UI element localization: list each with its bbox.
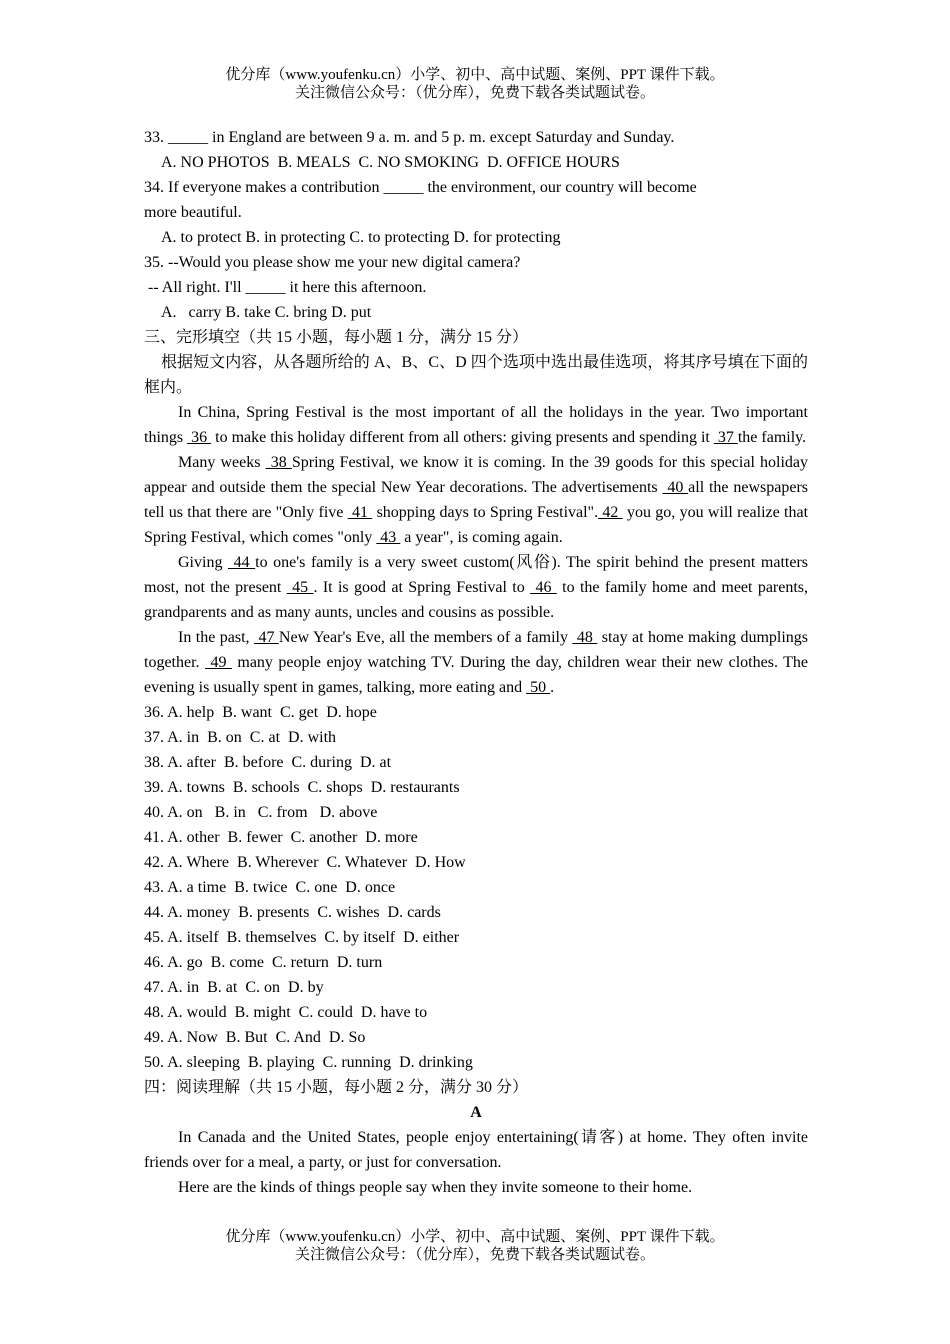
passage-text: to make this holiday different from all others: giving presents and spending it: [211, 429, 714, 446]
passage-text: the family.: [737, 429, 807, 446]
footer-line-2: 关注微信公众号：（优分库），免费下载各类试题试卷。: [294, 1247, 655, 1263]
passage-a-heading: A: [470, 1104, 482, 1121]
blank-48: 48: [572, 629, 598, 646]
question-33-options: A. NO PHOTOS B. MEALS C. NO SMOKING D. OFFICE HOURS: [161, 154, 620, 171]
cloze-option-49: 49. A. Now B. But C. And D. So: [144, 1029, 366, 1046]
passage-text: . It is good at Spring Festival to: [313, 579, 531, 596]
blank-43: 43: [376, 529, 401, 546]
cloze-option-47: 47. A. in B. at C. on D. by: [144, 979, 324, 996]
blank-47: 47: [254, 629, 279, 646]
blank-41: 41: [347, 504, 373, 521]
blank-42: 42: [598, 504, 623, 521]
cloze-paragraph-1: [144, 400, 808, 450]
passage-text: stay at home making dumplings together.: [144, 629, 809, 671]
blank-45: 45: [286, 579, 314, 596]
passage-text: to the family home and meet parents, grandparents and as many aunts, uncles and cousins as possible.: [144, 579, 809, 621]
section-4-title: 四：阅读理解（共 15 小题，每小题 2 分，满分 30 分）: [144, 1079, 529, 1096]
blank-49: 49: [205, 654, 232, 671]
cloze-option-48: 48. A. would B. might C. could D. have to: [144, 1004, 428, 1021]
cloze-option-36: 36. A. help B. want C. get D. hope: [144, 704, 377, 721]
reading-paragraph-2: Here are the kinds of things people say when they invite someone to their home.: [178, 1179, 693, 1196]
question-35-stem-cont: -- All right. I'll _____ it here this afternoon.: [144, 279, 427, 296]
page-header: [0, 66, 950, 102]
cloze-option-41: 41. A. other B. fewer C. another D. more: [144, 829, 418, 846]
cloze-option-44: 44. A. money B. presents C. wishes D. cards: [144, 904, 441, 921]
passage-text: to one's family is a very sweet custom(风俗). The spirit behind the present matters most, not the present: [144, 554, 808, 596]
question-34-stem: 34. If everyone makes a contribution _____ the environment, our country will become: [144, 179, 697, 196]
passage-text: In the past,: [178, 629, 254, 646]
header-line-2: 关注微信公众号：（优分库），免费下载各类试题试卷。: [294, 85, 655, 101]
cloze-option-42: 42. A. Where B. Wherever C. Whatever D. How: [144, 854, 466, 871]
page-content: [144, 125, 808, 1200]
passage-text: Spring Festival, we know it is coming. In the 39 goods for this special holiday appear and outside them the special New Year decorations. The advertisements: [144, 454, 809, 496]
cloze-option-40: 40. A. on B. in C. from D. above: [144, 804, 378, 821]
passage-text: a year", is coming again.: [400, 529, 563, 546]
page-footer: [0, 1228, 950, 1264]
blank-40: 40: [662, 479, 689, 496]
cloze-option-45: 45. A. itself B. themselves C. by itself D. either: [144, 929, 460, 946]
section-3-instruction: 根据短文内容，从各题所给的 A、B、C、D 四个选项中选出最佳选项，将其序号填在下面的框内。: [144, 354, 808, 396]
question-34-stem-cont: more beautiful.: [144, 204, 242, 221]
blank-36: 36: [187, 429, 212, 446]
blank-38: 38: [265, 454, 292, 471]
reading-paragraph-1: In Canada and the United States, people enjoy entertaining(请客) at home. They often invite friends over for a meal, a party, or just for conversation.: [144, 1129, 808, 1171]
passage-text: .: [550, 679, 555, 696]
passage-text: Giving: [178, 554, 229, 571]
cloze-option-38: 38. A. after B. before C. during D. at: [144, 754, 392, 771]
blank-44: 44: [228, 554, 256, 571]
section-3-title: 三、完形填空（共 15 小题，每小题 1 分，满分 15 分）: [144, 329, 529, 346]
cloze-option-39: 39. A. towns B. schools C. shops D. restaurants: [144, 779, 460, 796]
header-line-1: 优分库（www.youfenku.cn）小学、初中、高中试题、案例、PPT 课件下载。: [225, 67, 725, 83]
cloze-option-46: 46. A. go B. come C. return D. turn: [144, 954, 383, 971]
cloze-paragraph-2: [144, 450, 808, 550]
cloze-option-50: 50. A. sleeping B. playing C. running D. drinking: [144, 1054, 473, 1071]
passage-text: Many weeks: [178, 454, 266, 471]
passage-text: you go, you will realize that Spring Festival, which comes "only: [144, 504, 809, 546]
question-35-stem: 35. --Would you please show me your new digital camera?: [144, 254, 521, 271]
footer-line-1: 优分库（www.youfenku.cn）小学、初中、高中试题、案例、PPT 课件下载。: [225, 1229, 725, 1245]
blank-50: 50: [526, 679, 551, 696]
cloze-paragraph-3: [144, 550, 808, 625]
passage-text: shopping days to Spring Festival".: [372, 504, 599, 521]
question-33-stem: 33. _____ in England are between 9 a. m. and 5 p. m. except Saturday and Sunday.: [144, 129, 675, 146]
blank-37: 37: [713, 429, 738, 446]
question-34-options: A. to protect B. in protecting C. to protecting D. for protecting: [161, 229, 561, 246]
passage-text: all the newspapers tell us that there are "Only five: [144, 479, 809, 521]
passage-text: New Year's Eve, all the members of a family: [278, 629, 573, 646]
cloze-option-37: 37. A. in B. on C. at D. with: [144, 729, 337, 746]
passage-text: In China, Spring Festival is the most important of all the holidays in the year. Two important things: [144, 404, 808, 446]
cloze-option-43: 43. A. a time B. twice C. one D. once: [144, 879, 396, 896]
question-35-options: A. carry B. take C. bring D. put: [161, 304, 372, 321]
cloze-paragraph-4: [144, 625, 808, 700]
blank-46: 46: [530, 579, 557, 596]
passage-text: many people enjoy watching TV. During the day, children wear their new clothes. The evening is usually spent in games, talking, more eating and: [144, 654, 808, 696]
